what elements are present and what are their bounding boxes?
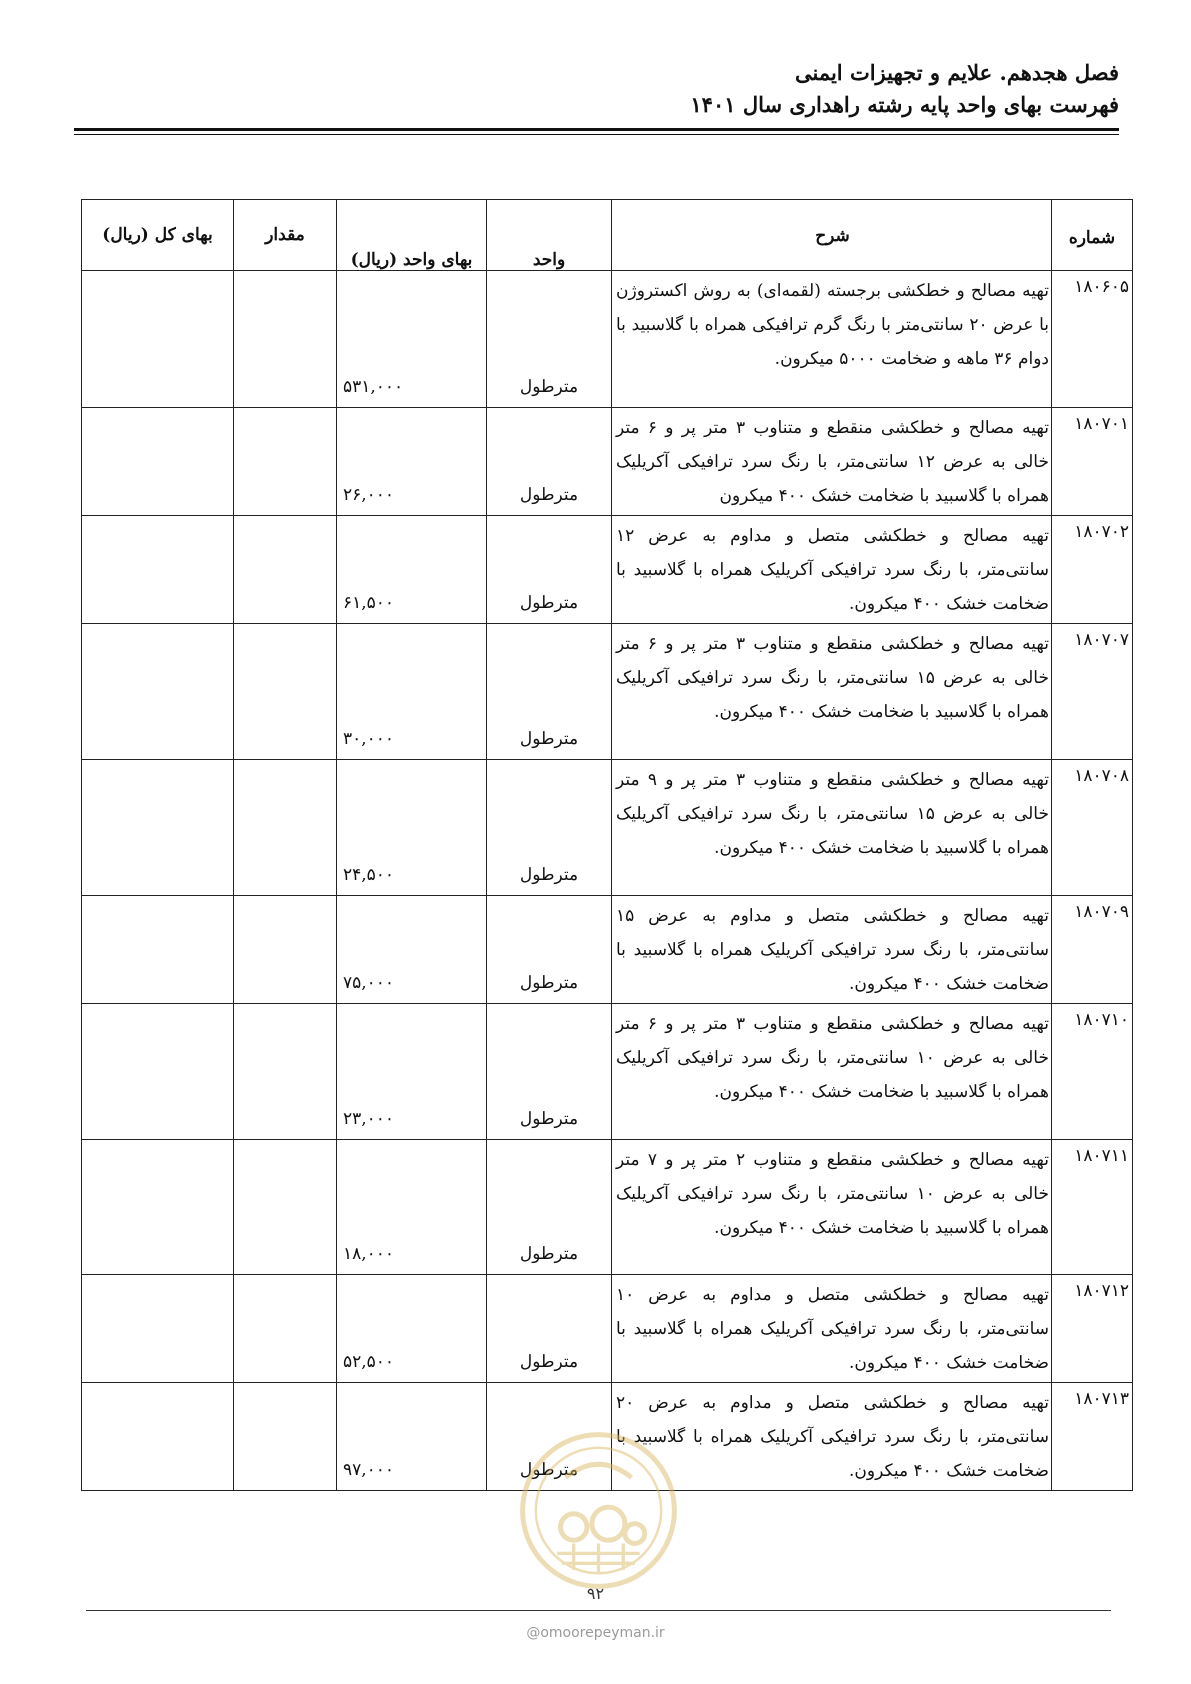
seal-logo-icon (516, 1428, 681, 1593)
chapter-title: فصل هجدهم. علایم و تجهیزات ایمنی (794, 60, 1119, 85)
table-row (82, 1275, 1133, 1383)
item-code: ۱۸۰۷۰۲ (1052, 516, 1133, 624)
item-unit: مترطول (487, 1275, 612, 1383)
website-watermark: @omoorepeyman.ir (526, 1625, 665, 1641)
table-row (82, 624, 1133, 760)
item-code: ۱۸۰۷۱۲ (1052, 1275, 1133, 1383)
item-unit: مترطول (487, 271, 612, 408)
table-row (82, 896, 1133, 1004)
item-unit-price: ۲۳,۰۰۰ (337, 1004, 487, 1140)
item-quantity (234, 1004, 337, 1140)
item-quantity (234, 516, 337, 624)
item-description: تهیه مصالح و خطکشی متصل و مداوم به عرض ۱۰ سانتی‌متر، با رنگ سرد ترافیکی آکریلیک همراه با گلاسبید با ضخامت خشک ۴۰۰ میکرون. (612, 1275, 1052, 1383)
table-row (82, 1140, 1133, 1275)
item-code: ۱۸۰۷۰۹ (1052, 896, 1133, 1004)
item-unit: مترطول (487, 1004, 612, 1140)
item-description: تهیه مصالح و خطکشی متصل و مداوم به عرض ۱۵ سانتی‌متر، با رنگ سرد ترافیکی آکریلیک همراه با گلاسبید با ضخامت خشک ۴۰۰ میکرون. (612, 896, 1052, 1004)
column-header-unit-price: بهای واحد (ریال) (337, 200, 487, 271)
item-total-price (82, 624, 234, 760)
item-unit: مترطول (487, 1383, 612, 1491)
item-description: تهیه مصالح و خطکشی منقطع و متناوب ۳ متر پر و ۶ متر خالی به عرض ۱۲ سانتی‌متر، با رنگ سرد ترافیکی آکریلیک همراه با گلاسبید با ضخامت خشک ۴۰۰ میکرون (612, 408, 1052, 516)
item-total-price (82, 1004, 234, 1140)
item-description: تهیه مصالح و خطکشی منقطع و متناوب ۳ متر پر و ۹ متر خالی به عرض ۱۵ سانتی‌متر، با رنگ سرد ترافیکی آکریلیک همراه با گلاسبید با ضخامت خشک ۴۰۰ میکرون. (612, 760, 1052, 896)
item-unit: مترطول (487, 760, 612, 896)
item-unit-price: ۵۳۱,۰۰۰ (337, 271, 487, 408)
column-header-quantity: مقدار (234, 200, 337, 271)
column-header-total-price: بهای کل (ریال) (82, 200, 234, 271)
item-total-price (82, 1383, 234, 1491)
item-total-price (82, 408, 234, 516)
item-unit: مترطول (487, 624, 612, 760)
header-rule-thick (74, 128, 1119, 131)
item-description: تهیه مصالح و خطکشی متصل و مداوم به عرض ۲۰ سانتی‌متر، با رنگ سرد ترافیکی آکریلیک همراه با گلاسبید با ضخامت خشک ۴۰۰ میکرون. (612, 1383, 1052, 1491)
column-header-description: شرح (612, 200, 1052, 271)
item-description: تهیه مصالح و خطکشی منقطع و متناوب ۲ متر پر و ۷ متر خالی به عرض ۱۰ سانتی‌متر، با رنگ سرد ترافیکی آکریلیک همراه با گلاسبید با ضخامت خشک ۴۰۰ میکرون. (612, 1140, 1052, 1275)
item-unit-price: ۶۱,۵۰۰ (337, 516, 487, 624)
item-unit: مترطول (487, 1140, 612, 1275)
table-header-row (82, 200, 1133, 271)
item-quantity (234, 408, 337, 516)
footer-rule (86, 1610, 1111, 1611)
item-unit-price: ۵۲,۵۰۰ (337, 1275, 487, 1383)
page-header (74, 58, 1119, 120)
item-description: تهیه مصالح و خطکشی برجسته (لقمه‌ای) به روش اکستروژن با عرض ۲۰ سانتی‌متر با رنگ گرم ترافیکی همراه با گلاسبید با دوام ۳۶ ماهه و ضخامت ۵۰۰۰ میکرون. (612, 271, 1052, 408)
item-quantity (234, 1275, 337, 1383)
item-quantity (234, 1383, 337, 1491)
item-quantity (234, 271, 337, 408)
item-unit: مترطول (487, 516, 612, 624)
item-description: تهیه مصالح و خطکشی منقطع و متناوب ۳ متر پر و ۶ متر خالی به عرض ۱۰ سانتی‌متر، با رنگ سرد ترافیکی آکریلیک همراه با گلاسبید با ضخامت خشک ۴۰۰ میکرون. (612, 1004, 1052, 1140)
header-rule-thin (74, 134, 1119, 135)
item-total-price (82, 516, 234, 624)
item-unit: مترطول (487, 896, 612, 1004)
table-row (82, 271, 1133, 408)
item-total-price (82, 1275, 234, 1383)
item-quantity (234, 1140, 337, 1275)
item-quantity (234, 896, 337, 1004)
table-row (82, 760, 1133, 896)
item-code: ۱۸۰۷۰۷ (1052, 624, 1133, 760)
item-code: ۱۸۰۷۱۱ (1052, 1140, 1133, 1275)
item-unit-price: ۱۸,۰۰۰ (337, 1140, 487, 1275)
column-header-code: شماره (1052, 200, 1133, 271)
document-title: فهرست بهای واحد پایه رشته راهداری سال ۱۴۰۱ (690, 92, 1119, 117)
page-number: ۹۲ (586, 1584, 605, 1603)
table-row (82, 408, 1133, 516)
item-code: ۱۸۰۷۰۱ (1052, 408, 1133, 516)
item-code: ۱۸۰۷۰۸ (1052, 760, 1133, 896)
item-unit-price: ۷۵,۰۰۰ (337, 896, 487, 1004)
price-list-table (81, 199, 1133, 1491)
item-unit-price: ۹۷,۰۰۰ (337, 1383, 487, 1491)
item-description: تهیه مصالح و خطکشی منقطع و متناوب ۳ متر پر و ۶ متر خالی به عرض ۱۵ سانتی‌متر، با رنگ سرد ترافیکی آکریلیک همراه با گلاسبید با ضخامت خشک ۴۰۰ میکرون. (612, 624, 1052, 760)
table-row (82, 1004, 1133, 1140)
item-unit-price: ۲۴,۵۰۰ (337, 760, 487, 896)
table-row (82, 516, 1133, 624)
item-code: ۱۸۰۶۰۵ (1052, 271, 1133, 408)
item-quantity (234, 624, 337, 760)
item-total-price (82, 760, 234, 896)
item-unit: مترطول (487, 408, 612, 516)
item-total-price (82, 1140, 234, 1275)
item-code: ۱۸۰۷۱۳ (1052, 1383, 1133, 1491)
column-header-unit: واحد (487, 200, 612, 271)
item-description: تهیه مصالح و خطکشی متصل و مداوم به عرض ۱۲ سانتی‌متر، با رنگ سرد ترافیکی آکریلیک همراه با گلاسبید با ضخامت خشک ۴۰۰ میکرون. (612, 516, 1052, 624)
item-total-price (82, 896, 234, 1004)
item-unit-price: ۲۶,۰۰۰ (337, 408, 487, 516)
item-quantity (234, 760, 337, 896)
item-code: ۱۸۰۷۱۰ (1052, 1004, 1133, 1140)
item-total-price (82, 271, 234, 408)
item-unit-price: ۳۰,۰۰۰ (337, 624, 487, 760)
